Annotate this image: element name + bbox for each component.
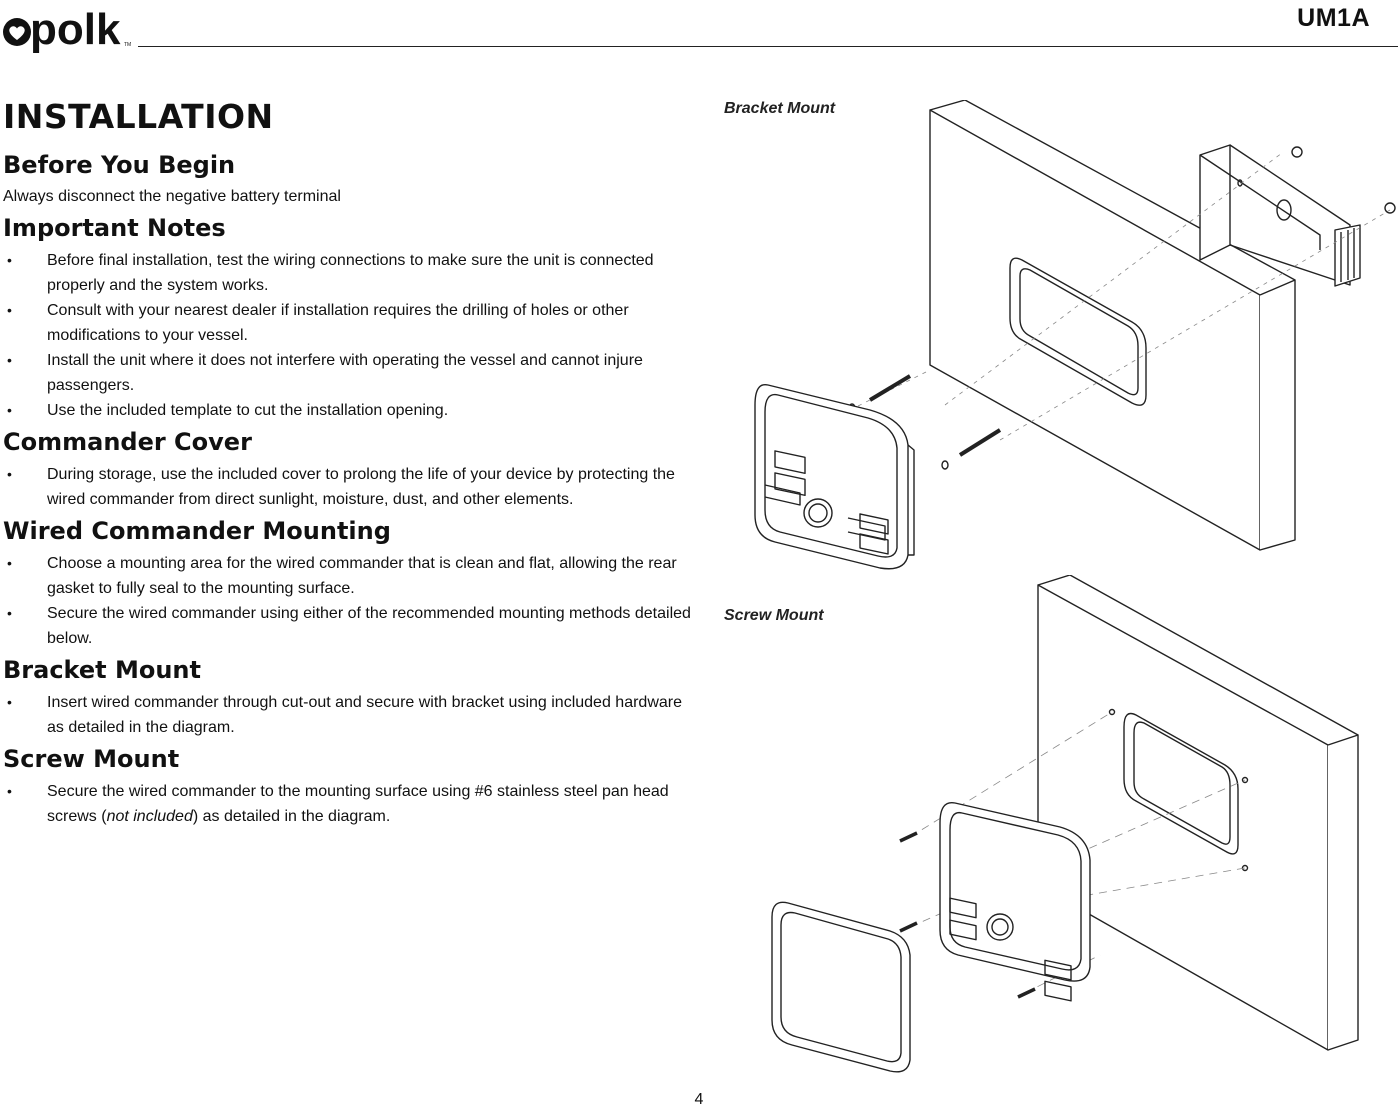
section-text: Always disconnect the negative battery terminal (3, 188, 341, 205)
list-item: • Secure the wired commander to the mounting surface using #6 stainless steel pan head screws (not included) as detailed in the diagram. (7, 783, 669, 825)
section-heading: Before You Begin (3, 151, 236, 179)
section-heading: Important Notes (3, 214, 226, 242)
pan-head-screw (1018, 989, 1035, 997)
bracket-mount-figure-label: Bracket Mount (724, 100, 836, 117)
list-item: • Install the unit where it does not interfere with operating the vessel and cannot injure passengers. (7, 352, 643, 394)
pan-head-screw (900, 923, 917, 931)
section-heading: Commander Cover (3, 428, 252, 456)
polk-logo (0, 0, 140, 66)
polk-logo-mark (0, 0, 140, 66)
section-heading: Screw Mount (3, 745, 180, 773)
list-item: • Consult with your nearest dealer if installation requires the drilling of holes or other modifications to your vessel. (7, 302, 629, 344)
screw-mount-figure-label: Screw Mount (724, 607, 824, 624)
page-number: 4 (694, 1091, 704, 1108)
pan-head-screw (900, 833, 917, 841)
bracket-mount-diagram (700, 100, 1398, 580)
list-item: • Secure the wired commander using either of the recommended mounting methods detailed below. (7, 605, 691, 647)
model-number: UM1A (1297, 4, 1370, 32)
bullet-list (3, 779, 693, 829)
section-wired-commander-mounting (3, 514, 693, 651)
bullet-list (3, 462, 693, 512)
list-item: • Use the included template to cut the installation opening. (7, 402, 449, 419)
section-screw-mount (3, 742, 693, 829)
page-title: INSTALLATION (3, 97, 274, 136)
bullet-list (3, 248, 693, 423)
list-item: • During storage, use the included cover to prolong the life of your device by protecting the wired commander from direct sunlight, moisture, dust, and other elements. (7, 466, 675, 508)
bullet-list (3, 551, 693, 651)
section-bracket-mount (3, 653, 693, 740)
brand-wordmark: polk (30, 5, 121, 54)
emphasis-text: not included (106, 808, 193, 825)
list-item: • Insert wired commander through cut-out and secure with bracket using included hardware as detailed in the diagram. (7, 694, 682, 736)
wired-commander-unit (940, 803, 1090, 1001)
commander-cover (772, 902, 910, 1072)
installation-text (3, 96, 693, 829)
nut (1385, 203, 1395, 213)
section-heading: Bracket Mount (3, 656, 201, 684)
list-item: • Choose a mounting area for the wired commander that is clean and flat, allowing the rear gasket to fully seal to the mounting surface. (7, 555, 677, 597)
screw-mount-diagram (700, 575, 1398, 1080)
section-commander-cover (3, 425, 693, 512)
header-rule (138, 46, 1398, 47)
bullet-list (3, 690, 693, 740)
wired-commander-unit (755, 385, 914, 569)
mounting-bracket (1200, 145, 1360, 286)
list-item: • Before final installation, test the wiring connections to make sure the unit is connected properly and the system works. (7, 252, 654, 294)
section-before-you-begin (3, 148, 693, 209)
svg-text:TM: TM (124, 42, 132, 48)
nut (1292, 147, 1302, 157)
section-heading: Wired Commander Mounting (3, 517, 391, 545)
section-important-notes (3, 211, 693, 423)
